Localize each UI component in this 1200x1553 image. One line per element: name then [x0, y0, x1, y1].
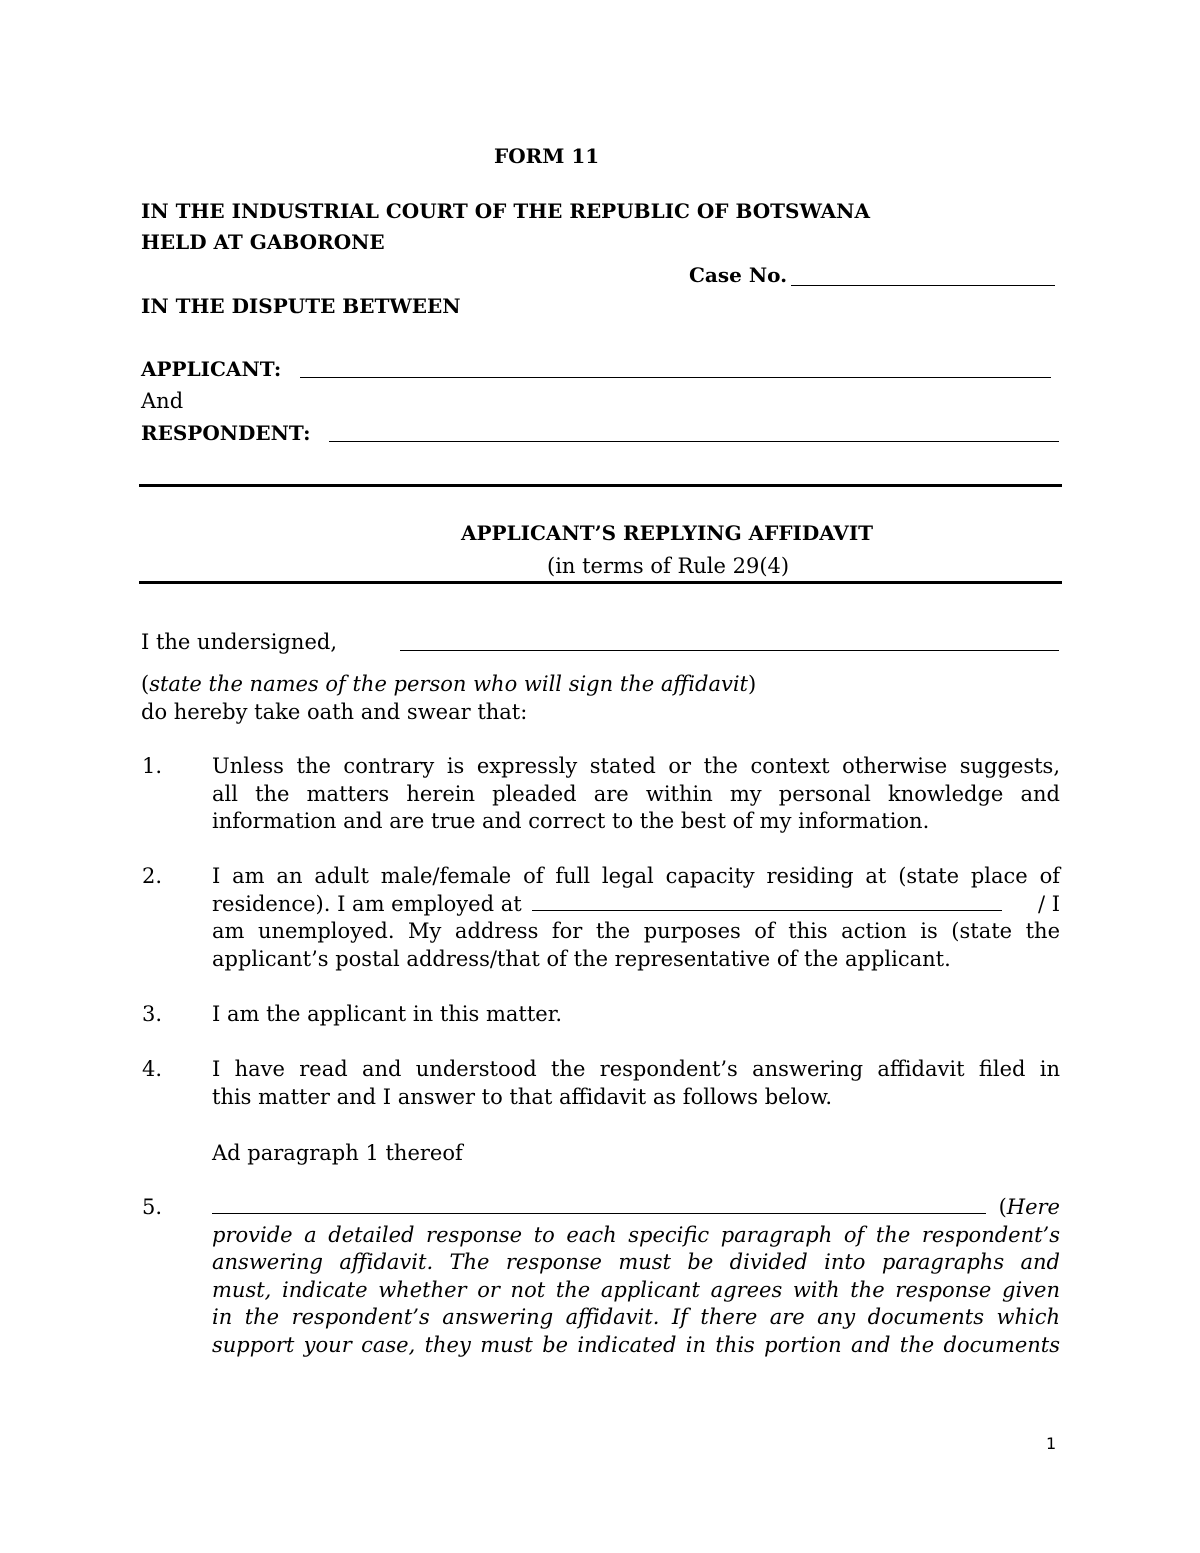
paragraph-number: 1. [142, 754, 163, 778]
paragraph-number: 3. [142, 1002, 163, 1026]
applicant-blank [300, 377, 1051, 378]
title-top-rule [139, 484, 1062, 487]
undersigned-text: I the undersigned, [141, 630, 338, 654]
affidavit-title: APPLICANT’S REPLYING AFFIDAVIT [461, 521, 874, 545]
case-no-label: Case No. [689, 263, 788, 287]
paragraph-4: I have read and understood the respondent’s answering affidavit filed in this matter and I answer to that affidavit as follows below. [212, 1057, 1060, 1109]
respondent-blank [329, 441, 1059, 442]
held-at-line: HELD AT GABORONE [141, 230, 385, 254]
paragraph-number: 5. [142, 1195, 163, 1219]
affidavit-subtitle: (in terms of Rule 29(4) [547, 554, 790, 578]
title-bottom-rule [139, 581, 1062, 584]
paragraph-3: I am the applicant in this matter. [212, 1002, 563, 1026]
court-line: IN THE INDUSTRIAL COURT OF THE REPUBLIC OF BOTSWANA [141, 199, 870, 223]
form-title: FORM 11 [494, 144, 600, 168]
deponent-name-blank [400, 650, 1059, 651]
employer-blank [532, 892, 1002, 911]
respondent-label: RESPONDENT: [141, 421, 311, 445]
dispute-line: IN THE DISPUTE BETWEEN [141, 294, 461, 318]
response-blank [212, 1195, 986, 1214]
paragraph-5: (Here provide a detailed response to each specific paragraph of the respondent’s answering affidavit. The response must be divided into paragraphs and must, indicate whether or not the applicant agrees with the response given in the respondent’s answering affidavit. If there are any documents which support your case, they must be indicated in this portion and the documents [212, 1195, 1060, 1357]
applicant-label: APPLICANT: [141, 357, 282, 381]
ad-paragraph-heading: Ad paragraph 1 thereof [212, 1141, 463, 1165]
paragraph-1: Unless the contrary is expressly stated or the context otherwise suggests, all the matters herein pleaded are within my personal knowledge and information and are true and correct to the best of my information. [212, 754, 1060, 833]
state-names-note: (state the names of the person who will sign the affidavit) [141, 672, 757, 696]
paragraph-number: 2. [142, 864, 163, 888]
case-no-blank [791, 285, 1055, 286]
and-text: And [141, 389, 184, 413]
page-number: 1 [1046, 1434, 1057, 1453]
paragraph-number: 4. [142, 1057, 163, 1081]
paragraph-2: I am an adult male/female of full legal capacity residing at (state place of residence). I am employed at / I am unemployed. My address for the purposes of this action is (state the applicant’s postal address/that of the representative of the applicant. [212, 864, 1060, 971]
oath-text: do hereby take oath and swear that: [141, 700, 528, 724]
